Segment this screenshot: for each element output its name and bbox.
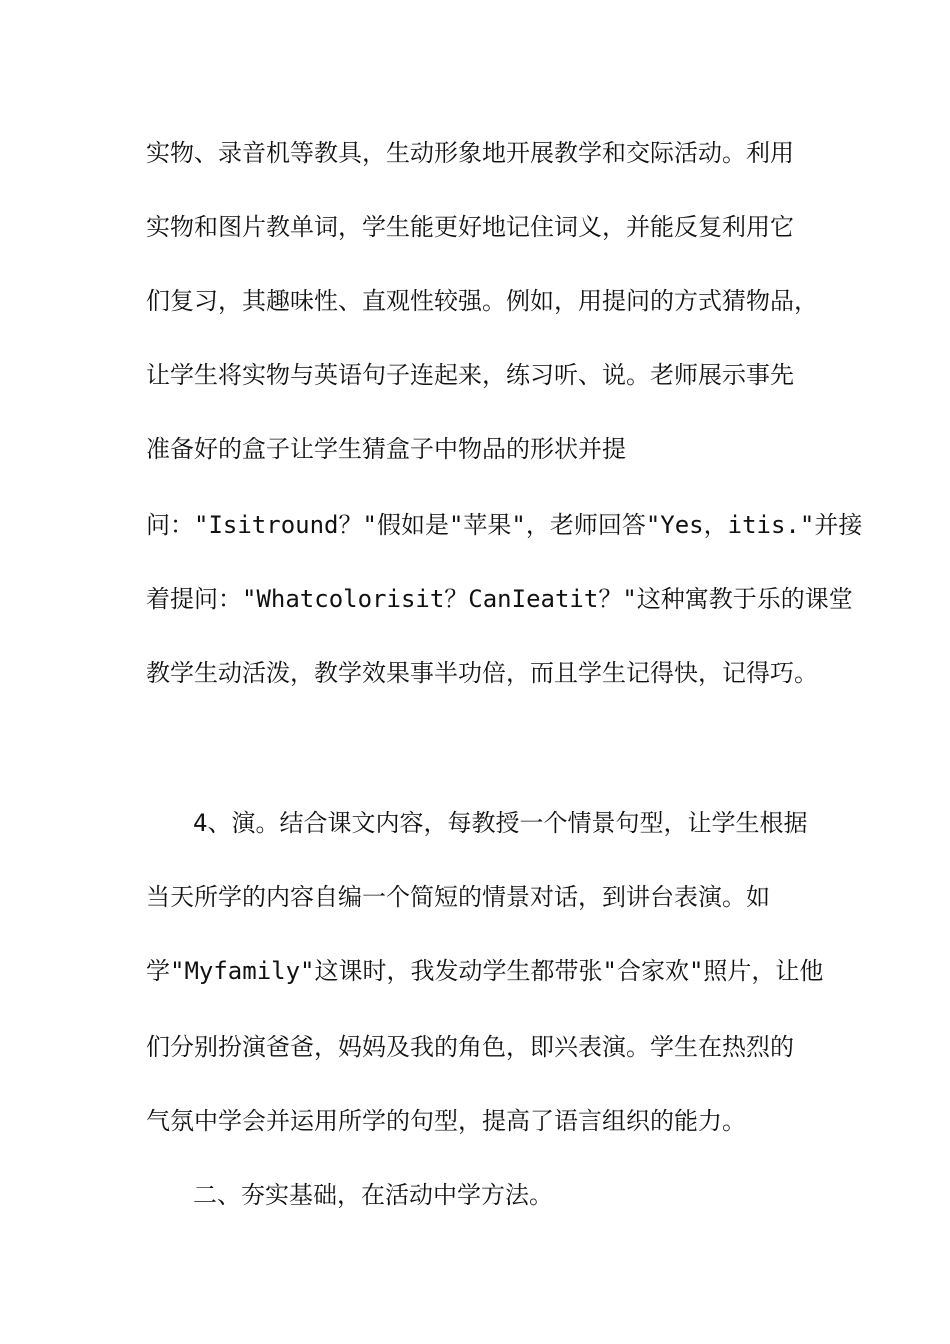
paragraph-2-line-1: 4、演。结合课文内容，每教授一个情景句型，让学生根据 [193, 809, 808, 837]
paragraph-1-line-5: 准备好的盒子让学生猜盒子中物品的形状并提 [146, 435, 626, 463]
paragraph-2-line-5: 气氛中学会并运用所学的句型，提高了语言组织的能力。 [146, 1107, 746, 1135]
paragraph-2-line-4: 们分别扮演爸爸，妈妈及我的角色，即兴表演。学生在热烈的 [146, 1033, 794, 1061]
paragraph-2-line-3: 学"Myfamily"这课时，我发动学生都带张"合家欢"照片，让他 [146, 957, 824, 985]
paragraph-1-line-3: 们复习，其趣味性、直观性较强。例如，用提问的方式猜物品， [146, 287, 818, 315]
paragraph-1-line-8: 教学生动活泼，教学效果事半功倍，而且学生记得快，记得巧。 [146, 659, 818, 687]
paragraph-1-line-6: 问："Isitround？"假如是"苹果"，老师回答"Yes，itis."并接 [146, 511, 863, 539]
paragraph-1-line-1: 实物、录音机等教具，生动形象地开展教学和交际活动。利用 [146, 139, 794, 167]
paragraph-1-line-2: 实物和图片教单词，学生能更好地记住词义，并能反复利用它 [146, 213, 794, 241]
paragraph-2-line-2: 当天所学的内容自编一个简短的情景对话，到讲台表演。如 [146, 883, 770, 911]
paragraph-1-line-7: 着提问："Whatcolorisit？CanIeatit？"这种寓教于乐的课堂 [146, 585, 853, 613]
paragraph-1-line-4: 让学生将实物与英语句子连起来，练习听、说。老师展示事先 [146, 361, 794, 389]
section-heading: 二、夯实基础，在活动中学方法。 [193, 1181, 553, 1209]
